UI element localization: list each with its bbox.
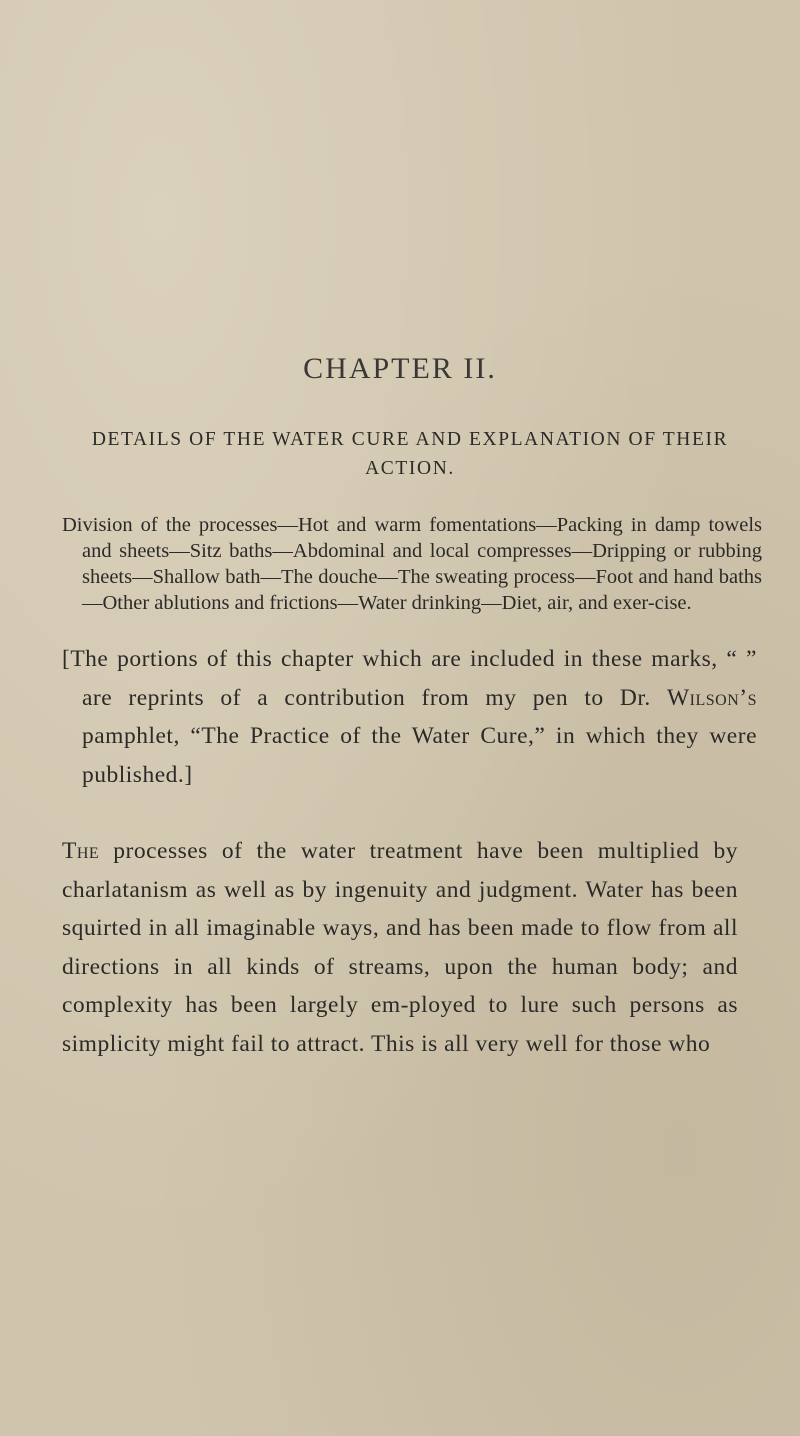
chapter-summary: Division of the processes—Hot and warm fomentations—Packing in damp towels and sheets—Sitz baths—Abdominal and local compresses—Dripping or rubbing sheets—Shallow bath—The douche—The sweating process—Foot and hand baths—Other ablutions and frictions—Water drinking—Diet, air, and exer-cise.: [62, 514, 762, 614]
note-text-before: [The portions of this chapter which are included in these marks, “ ” are reprints of a contribution from my pen to Dr.: [62, 646, 757, 711]
note-text-after: pamphlet, “The Practice of the Water Cure,” in which they were published.]: [82, 723, 757, 788]
note-author-name: Wilson’s: [666, 684, 757, 711]
body-lead-word: The: [62, 838, 100, 864]
chapter-title: CHAPTER II.: [303, 352, 497, 385]
body-paragraph-text: processes of the water treatment have been multiplied by charlatanism as well as by ingenuity and judgment. Water has been squirted in all imaginable ways, and has been made to flow from all directions in all kinds of streams, upon the human body; and complexity has been largely em-ployed to lure such persons as simplicity might fail to attract. This is all very well for those who: [62, 838, 738, 1057]
editorial-note: [62, 640, 757, 794]
body-paragraph: [62, 832, 738, 1064]
chapter-subtitle: DETAILS OF THE WATER CURE AND EXPLANATION OF THEIR ACTION.: [91, 429, 729, 479]
